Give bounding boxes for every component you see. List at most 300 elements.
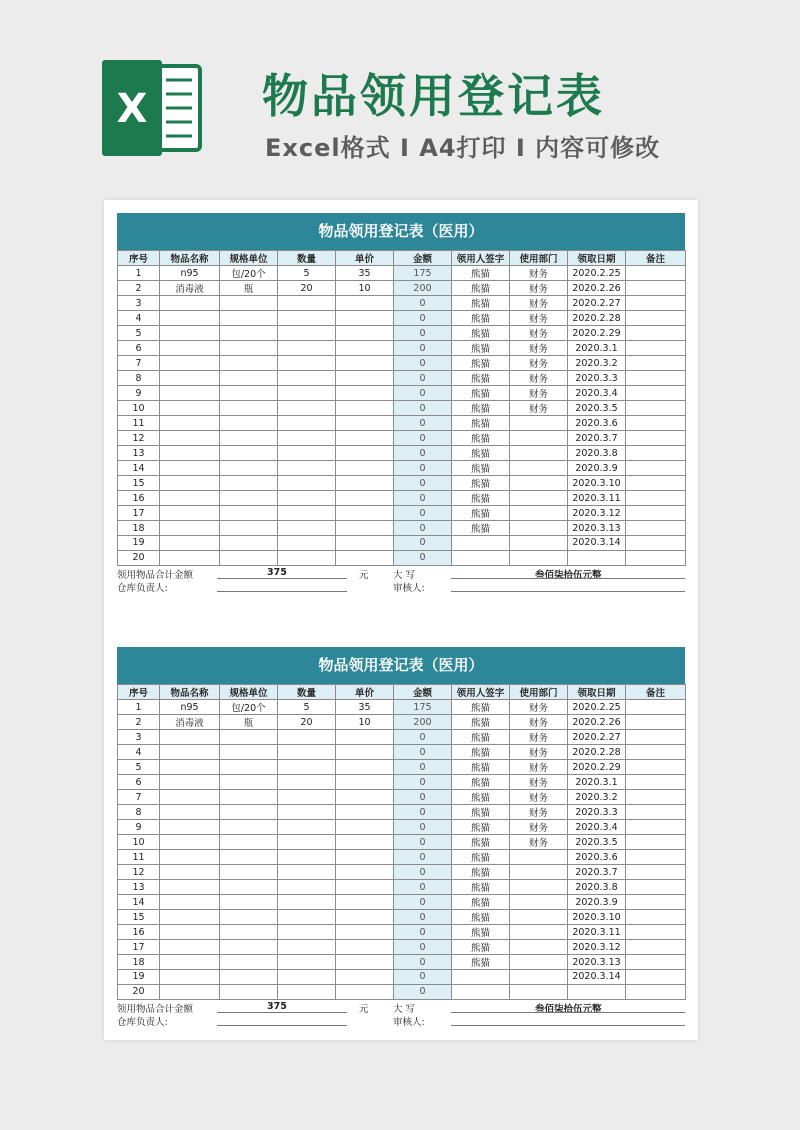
table-cell[interactable] bbox=[626, 775, 686, 790]
table-cell[interactable] bbox=[278, 865, 336, 880]
table-cell[interactable] bbox=[220, 491, 278, 506]
table-cell[interactable]: 包/20个 bbox=[220, 700, 278, 715]
table-cell[interactable]: 5 bbox=[278, 266, 336, 281]
table-cell[interactable] bbox=[626, 745, 686, 760]
table-cell[interactable] bbox=[336, 506, 394, 521]
table-cell[interactable]: 2020.3.9 bbox=[568, 461, 626, 476]
table-cell[interactable] bbox=[160, 521, 220, 536]
table-cell[interactable]: 熊猫 bbox=[452, 940, 510, 955]
table-cell[interactable] bbox=[220, 835, 278, 850]
table-cell[interactable] bbox=[278, 910, 336, 925]
table-cell[interactable] bbox=[510, 446, 568, 461]
table-cell[interactable]: 2020.2.26 bbox=[568, 281, 626, 296]
table-cell[interactable] bbox=[278, 491, 336, 506]
table-cell[interactable]: 包/20个 bbox=[220, 266, 278, 281]
table-cell[interactable] bbox=[278, 431, 336, 446]
table-cell[interactable] bbox=[626, 476, 686, 491]
table-cell[interactable] bbox=[626, 311, 686, 326]
table-cell[interactable] bbox=[160, 850, 220, 865]
table-cell[interactable]: 熊猫 bbox=[452, 431, 510, 446]
table-cell[interactable]: 2020.3.14 bbox=[568, 536, 626, 551]
table-cell[interactable] bbox=[510, 431, 568, 446]
table-cell[interactable]: 175 bbox=[394, 700, 452, 715]
table-cell[interactable]: 0 bbox=[394, 536, 452, 551]
table-cell[interactable]: 熊猫 bbox=[452, 730, 510, 745]
table-cell[interactable] bbox=[160, 491, 220, 506]
table-cell[interactable]: 2020.3.6 bbox=[568, 416, 626, 431]
table-cell[interactable] bbox=[278, 955, 336, 970]
table-cell[interactable] bbox=[336, 805, 394, 820]
table-cell[interactable]: 13 bbox=[118, 446, 160, 461]
table-cell[interactable] bbox=[510, 521, 568, 536]
table-cell[interactable] bbox=[336, 341, 394, 356]
table-cell[interactable]: 2020.3.7 bbox=[568, 431, 626, 446]
table-cell[interactable]: 0 bbox=[394, 880, 452, 895]
table-cell[interactable]: 0 bbox=[394, 476, 452, 491]
table-cell[interactable] bbox=[510, 461, 568, 476]
table-cell[interactable]: 熊猫 bbox=[452, 371, 510, 386]
table-cell[interactable]: 0 bbox=[394, 311, 452, 326]
table-cell[interactable]: 熊猫 bbox=[452, 745, 510, 760]
table-cell[interactable]: 10 bbox=[118, 401, 160, 416]
table-cell[interactable] bbox=[278, 386, 336, 401]
table-cell[interactable]: 0 bbox=[394, 940, 452, 955]
table-cell[interactable] bbox=[336, 446, 394, 461]
table-cell[interactable]: 2020.2.25 bbox=[568, 700, 626, 715]
table-cell[interactable]: 18 bbox=[118, 955, 160, 970]
table-cell[interactable]: 财务 bbox=[510, 700, 568, 715]
table-cell[interactable] bbox=[278, 745, 336, 760]
table-cell[interactable] bbox=[336, 296, 394, 311]
table-cell[interactable] bbox=[336, 461, 394, 476]
table-cell[interactable] bbox=[626, 715, 686, 730]
table-cell[interactable] bbox=[452, 536, 510, 551]
table-cell[interactable] bbox=[626, 850, 686, 865]
table-cell[interactable] bbox=[626, 401, 686, 416]
table-cell[interactable] bbox=[220, 371, 278, 386]
table-cell[interactable] bbox=[220, 910, 278, 925]
table-cell[interactable] bbox=[160, 984, 220, 999]
table-cell[interactable]: 18 bbox=[118, 521, 160, 536]
table-cell[interactable]: 2020.2.29 bbox=[568, 760, 626, 775]
table-cell[interactable]: 熊猫 bbox=[452, 820, 510, 835]
table-cell[interactable] bbox=[220, 984, 278, 999]
table-cell[interactable] bbox=[626, 805, 686, 820]
table-cell[interactable] bbox=[278, 835, 336, 850]
table-cell[interactable] bbox=[336, 895, 394, 910]
table-cell[interactable] bbox=[626, 446, 686, 461]
table-cell[interactable]: 2020.3.10 bbox=[568, 910, 626, 925]
table-cell[interactable] bbox=[336, 401, 394, 416]
table-cell[interactable] bbox=[510, 984, 568, 999]
table-cell[interactable]: 财务 bbox=[510, 326, 568, 341]
table-cell[interactable]: 熊猫 bbox=[452, 521, 510, 536]
table-cell[interactable] bbox=[626, 491, 686, 506]
table-cell[interactable]: 0 bbox=[394, 341, 452, 356]
table-cell[interactable]: 财务 bbox=[510, 715, 568, 730]
table-cell[interactable]: 0 bbox=[394, 461, 452, 476]
table-cell[interactable] bbox=[160, 880, 220, 895]
table-cell[interactable] bbox=[220, 730, 278, 745]
table-cell[interactable]: 2 bbox=[118, 715, 160, 730]
table-cell[interactable]: 1 bbox=[118, 266, 160, 281]
table-cell[interactable] bbox=[626, 371, 686, 386]
table-cell[interactable]: 熊猫 bbox=[452, 311, 510, 326]
table-cell[interactable]: 财务 bbox=[510, 386, 568, 401]
table-cell[interactable]: 熊猫 bbox=[452, 296, 510, 311]
table-cell[interactable]: 0 bbox=[394, 730, 452, 745]
table-cell[interactable] bbox=[510, 910, 568, 925]
table-cell[interactable]: 175 bbox=[394, 266, 452, 281]
table-cell[interactable]: 4 bbox=[118, 745, 160, 760]
table-cell[interactable]: 12 bbox=[118, 865, 160, 880]
table-cell[interactable]: 2020.3.7 bbox=[568, 865, 626, 880]
table-cell[interactable] bbox=[336, 835, 394, 850]
table-cell[interactable]: 熊猫 bbox=[452, 955, 510, 970]
table-cell[interactable] bbox=[626, 895, 686, 910]
table-cell[interactable] bbox=[336, 730, 394, 745]
table-cell[interactable]: 2020.2.28 bbox=[568, 311, 626, 326]
table-cell[interactable] bbox=[278, 940, 336, 955]
table-cell[interactable] bbox=[336, 550, 394, 565]
table-cell[interactable]: 熊猫 bbox=[452, 281, 510, 296]
table-cell[interactable]: 熊猫 bbox=[452, 880, 510, 895]
table-cell[interactable]: 消毒液 bbox=[160, 281, 220, 296]
table-cell[interactable] bbox=[160, 925, 220, 940]
table-cell[interactable] bbox=[626, 940, 686, 955]
table-cell[interactable] bbox=[510, 506, 568, 521]
table-cell[interactable]: 5 bbox=[118, 326, 160, 341]
table-cell[interactable] bbox=[160, 476, 220, 491]
table-cell[interactable] bbox=[336, 416, 394, 431]
table-cell[interactable] bbox=[336, 880, 394, 895]
table-cell[interactable] bbox=[336, 760, 394, 775]
table-cell[interactable] bbox=[278, 311, 336, 326]
table-cell[interactable] bbox=[278, 775, 336, 790]
table-cell[interactable] bbox=[220, 745, 278, 760]
table-cell[interactable] bbox=[626, 386, 686, 401]
table-cell[interactable] bbox=[510, 955, 568, 970]
table-cell[interactable] bbox=[160, 506, 220, 521]
table-cell[interactable] bbox=[510, 925, 568, 940]
table-cell[interactable]: 财务 bbox=[510, 341, 568, 356]
table-cell[interactable]: 2020.2.29 bbox=[568, 326, 626, 341]
table-cell[interactable] bbox=[278, 461, 336, 476]
table-cell[interactable] bbox=[336, 311, 394, 326]
table-cell[interactable]: 0 bbox=[394, 760, 452, 775]
table-cell[interactable]: 7 bbox=[118, 790, 160, 805]
table-cell[interactable]: 0 bbox=[394, 431, 452, 446]
table-cell[interactable] bbox=[160, 865, 220, 880]
table-cell[interactable] bbox=[220, 311, 278, 326]
table-cell[interactable] bbox=[626, 281, 686, 296]
table-cell[interactable]: 财务 bbox=[510, 281, 568, 296]
table-cell[interactable] bbox=[160, 730, 220, 745]
table-cell[interactable] bbox=[510, 550, 568, 565]
table-cell[interactable] bbox=[626, 341, 686, 356]
table-cell[interactable] bbox=[626, 760, 686, 775]
table-cell[interactable]: 6 bbox=[118, 341, 160, 356]
table-cell[interactable] bbox=[278, 476, 336, 491]
table-cell[interactable]: 财务 bbox=[510, 745, 568, 760]
table-cell[interactable] bbox=[160, 910, 220, 925]
table-cell[interactable] bbox=[220, 326, 278, 341]
table-cell[interactable] bbox=[626, 880, 686, 895]
table-cell[interactable]: 11 bbox=[118, 850, 160, 865]
table-cell[interactable]: 熊猫 bbox=[452, 805, 510, 820]
table-cell[interactable] bbox=[220, 970, 278, 985]
table-cell[interactable] bbox=[278, 850, 336, 865]
table-cell[interactable] bbox=[626, 326, 686, 341]
table-cell[interactable] bbox=[220, 446, 278, 461]
table-cell[interactable] bbox=[220, 550, 278, 565]
table-cell[interactable]: 12 bbox=[118, 431, 160, 446]
table-cell[interactable]: 15 bbox=[118, 476, 160, 491]
table-cell[interactable] bbox=[160, 820, 220, 835]
table-cell[interactable]: 17 bbox=[118, 506, 160, 521]
table-cell[interactable]: 2020.3.12 bbox=[568, 506, 626, 521]
table-cell[interactable] bbox=[220, 476, 278, 491]
table-cell[interactable]: 16 bbox=[118, 925, 160, 940]
table-cell[interactable]: 0 bbox=[394, 850, 452, 865]
table-cell[interactable] bbox=[160, 341, 220, 356]
table-cell[interactable]: 35 bbox=[336, 266, 394, 281]
table-cell[interactable]: 8 bbox=[118, 371, 160, 386]
table-cell[interactable]: 熊猫 bbox=[452, 835, 510, 850]
table-cell[interactable]: 2020.3.11 bbox=[568, 925, 626, 940]
table-cell[interactable] bbox=[336, 356, 394, 371]
table-cell[interactable] bbox=[160, 760, 220, 775]
table-cell[interactable] bbox=[278, 760, 336, 775]
table-cell[interactable]: 财务 bbox=[510, 805, 568, 820]
table-cell[interactable] bbox=[626, 835, 686, 850]
table-cell[interactable] bbox=[220, 805, 278, 820]
table-cell[interactable]: 熊猫 bbox=[452, 715, 510, 730]
table-cell[interactable] bbox=[220, 850, 278, 865]
table-cell[interactable] bbox=[278, 880, 336, 895]
table-cell[interactable] bbox=[220, 790, 278, 805]
table-cell[interactable] bbox=[220, 925, 278, 940]
table-cell[interactable] bbox=[160, 970, 220, 985]
table-cell[interactable] bbox=[336, 326, 394, 341]
table-cell[interactable] bbox=[220, 775, 278, 790]
table-cell[interactable] bbox=[510, 476, 568, 491]
table-cell[interactable] bbox=[336, 955, 394, 970]
table-cell[interactable] bbox=[336, 940, 394, 955]
table-cell[interactable] bbox=[510, 880, 568, 895]
table-cell[interactable]: 19 bbox=[118, 536, 160, 551]
table-cell[interactable]: 2020.3.8 bbox=[568, 880, 626, 895]
table-cell[interactable]: 0 bbox=[394, 356, 452, 371]
table-cell[interactable] bbox=[626, 431, 686, 446]
table-cell[interactable] bbox=[336, 491, 394, 506]
table-cell[interactable] bbox=[626, 296, 686, 311]
table-cell[interactable] bbox=[278, 820, 336, 835]
table-cell[interactable] bbox=[626, 970, 686, 985]
table-cell[interactable]: 2020.2.26 bbox=[568, 715, 626, 730]
table-cell[interactable]: 财务 bbox=[510, 820, 568, 835]
table-cell[interactable] bbox=[220, 955, 278, 970]
table-cell[interactable] bbox=[278, 446, 336, 461]
table-cell[interactable] bbox=[336, 865, 394, 880]
table-cell[interactable]: 0 bbox=[394, 955, 452, 970]
table-cell[interactable] bbox=[160, 461, 220, 476]
table-cell[interactable] bbox=[278, 401, 336, 416]
table-cell[interactable]: 6 bbox=[118, 775, 160, 790]
table-cell[interactable]: 熊猫 bbox=[452, 326, 510, 341]
table-cell[interactable]: 2020.3.5 bbox=[568, 401, 626, 416]
table-cell[interactable] bbox=[278, 506, 336, 521]
table-cell[interactable] bbox=[336, 536, 394, 551]
table-cell[interactable] bbox=[626, 266, 686, 281]
table-cell[interactable] bbox=[278, 790, 336, 805]
table-cell[interactable]: 3 bbox=[118, 730, 160, 745]
table-cell[interactable] bbox=[220, 820, 278, 835]
table-cell[interactable]: 20 bbox=[278, 715, 336, 730]
table-cell[interactable] bbox=[336, 775, 394, 790]
table-cell[interactable]: 2020.3.1 bbox=[568, 341, 626, 356]
table-cell[interactable] bbox=[278, 984, 336, 999]
table-cell[interactable]: 35 bbox=[336, 700, 394, 715]
table-cell[interactable] bbox=[278, 536, 336, 551]
table-cell[interactable] bbox=[220, 880, 278, 895]
table-cell[interactable] bbox=[278, 521, 336, 536]
table-cell[interactable] bbox=[278, 356, 336, 371]
table-cell[interactable]: 10 bbox=[336, 715, 394, 730]
table-cell[interactable] bbox=[336, 910, 394, 925]
table-cell[interactable] bbox=[220, 521, 278, 536]
table-cell[interactable] bbox=[626, 356, 686, 371]
table-cell[interactable]: 2020.2.25 bbox=[568, 266, 626, 281]
table-cell[interactable] bbox=[220, 760, 278, 775]
table-cell[interactable]: 瓶 bbox=[220, 715, 278, 730]
table-cell[interactable]: 2020.3.2 bbox=[568, 356, 626, 371]
table-cell[interactable]: 0 bbox=[394, 386, 452, 401]
table-cell[interactable] bbox=[220, 506, 278, 521]
table-cell[interactable] bbox=[626, 521, 686, 536]
table-cell[interactable]: 2020.3.8 bbox=[568, 446, 626, 461]
table-cell[interactable]: 熊猫 bbox=[452, 266, 510, 281]
table-cell[interactable]: 0 bbox=[394, 401, 452, 416]
table-cell[interactable] bbox=[626, 461, 686, 476]
table-cell[interactable] bbox=[160, 326, 220, 341]
table-cell[interactable] bbox=[160, 356, 220, 371]
table-cell[interactable] bbox=[278, 895, 336, 910]
table-cell[interactable]: 15 bbox=[118, 910, 160, 925]
table-cell[interactable]: 4 bbox=[118, 311, 160, 326]
table-cell[interactable]: 0 bbox=[394, 550, 452, 565]
table-cell[interactable] bbox=[220, 431, 278, 446]
table-cell[interactable]: 0 bbox=[394, 865, 452, 880]
table-cell[interactable] bbox=[220, 895, 278, 910]
table-cell[interactable] bbox=[278, 550, 336, 565]
table-cell[interactable]: 0 bbox=[394, 820, 452, 835]
table-cell[interactable]: 2020.3.12 bbox=[568, 940, 626, 955]
table-cell[interactable] bbox=[336, 386, 394, 401]
table-cell[interactable]: 熊猫 bbox=[452, 386, 510, 401]
table-cell[interactable] bbox=[626, 550, 686, 565]
table-cell[interactable] bbox=[220, 401, 278, 416]
table-cell[interactable] bbox=[336, 820, 394, 835]
table-cell[interactable] bbox=[278, 970, 336, 985]
table-cell[interactable]: 2020.2.27 bbox=[568, 296, 626, 311]
table-cell[interactable] bbox=[278, 925, 336, 940]
table-cell[interactable]: 0 bbox=[394, 984, 452, 999]
table-cell[interactable] bbox=[278, 326, 336, 341]
table-cell[interactable]: 5 bbox=[118, 760, 160, 775]
table-cell[interactable]: 熊猫 bbox=[452, 700, 510, 715]
table-cell[interactable] bbox=[160, 446, 220, 461]
table-cell[interactable]: n95 bbox=[160, 266, 220, 281]
table-cell[interactable] bbox=[160, 536, 220, 551]
table-cell[interactable]: 200 bbox=[394, 715, 452, 730]
table-cell[interactable] bbox=[278, 341, 336, 356]
table-cell[interactable]: 熊猫 bbox=[452, 506, 510, 521]
table-cell[interactable]: 2020.3.14 bbox=[568, 970, 626, 985]
table-cell[interactable]: 0 bbox=[394, 371, 452, 386]
table-cell[interactable]: 熊猫 bbox=[452, 925, 510, 940]
table-cell[interactable]: 20 bbox=[118, 984, 160, 999]
table-cell[interactable]: 0 bbox=[394, 491, 452, 506]
table-cell[interactable]: 熊猫 bbox=[452, 790, 510, 805]
table-cell[interactable]: 11 bbox=[118, 416, 160, 431]
table-cell[interactable] bbox=[220, 386, 278, 401]
table-cell[interactable]: 2020.3.3 bbox=[568, 805, 626, 820]
table-cell[interactable]: 20 bbox=[278, 281, 336, 296]
table-cell[interactable]: 财务 bbox=[510, 371, 568, 386]
table-cell[interactable]: 2020.3.3 bbox=[568, 371, 626, 386]
table-cell[interactable] bbox=[626, 416, 686, 431]
table-cell[interactable]: 0 bbox=[394, 745, 452, 760]
table-cell[interactable]: 熊猫 bbox=[452, 775, 510, 790]
table-cell[interactable] bbox=[220, 940, 278, 955]
table-cell[interactable]: 9 bbox=[118, 386, 160, 401]
table-cell[interactable] bbox=[160, 386, 220, 401]
table-cell[interactable] bbox=[160, 835, 220, 850]
table-cell[interactable] bbox=[510, 895, 568, 910]
table-cell[interactable] bbox=[626, 536, 686, 551]
table-cell[interactable] bbox=[626, 865, 686, 880]
table-cell[interactable]: 2020.3.5 bbox=[568, 835, 626, 850]
table-cell[interactable]: 2020.3.13 bbox=[568, 521, 626, 536]
table-cell[interactable] bbox=[336, 850, 394, 865]
table-cell[interactable]: 10 bbox=[118, 835, 160, 850]
table-cell[interactable] bbox=[510, 865, 568, 880]
table-cell[interactable] bbox=[452, 970, 510, 985]
table-cell[interactable] bbox=[278, 805, 336, 820]
table-cell[interactable]: 200 bbox=[394, 281, 452, 296]
table-cell[interactable] bbox=[160, 775, 220, 790]
table-cell[interactable]: 0 bbox=[394, 970, 452, 985]
table-cell[interactable]: 熊猫 bbox=[452, 760, 510, 775]
table-cell[interactable] bbox=[160, 790, 220, 805]
table-cell[interactable]: 财务 bbox=[510, 730, 568, 745]
table-cell[interactable]: 财务 bbox=[510, 266, 568, 281]
table-cell[interactable]: 熊猫 bbox=[452, 865, 510, 880]
table-cell[interactable] bbox=[278, 416, 336, 431]
table-cell[interactable]: 17 bbox=[118, 940, 160, 955]
table-cell[interactable]: 2020.3.2 bbox=[568, 790, 626, 805]
table-cell[interactable] bbox=[336, 984, 394, 999]
table-cell[interactable]: 熊猫 bbox=[452, 341, 510, 356]
table-cell[interactable]: 0 bbox=[394, 446, 452, 461]
table-cell[interactable]: 0 bbox=[394, 775, 452, 790]
table-cell[interactable] bbox=[278, 730, 336, 745]
table-cell[interactable]: 2020.3.4 bbox=[568, 820, 626, 835]
table-cell[interactable]: 2020.3.4 bbox=[568, 386, 626, 401]
table-cell[interactable] bbox=[336, 431, 394, 446]
table-cell[interactable]: 0 bbox=[394, 805, 452, 820]
